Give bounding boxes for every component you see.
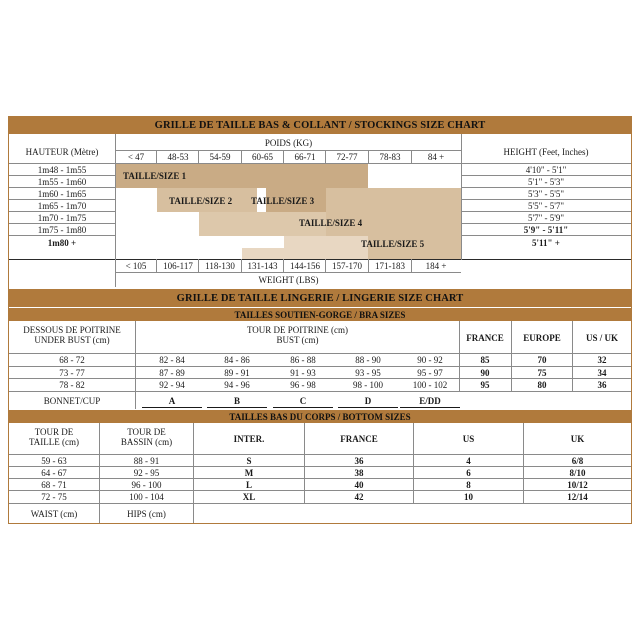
- lbs-col: 184 +: [425, 261, 447, 271]
- kg-col: 54-59: [209, 152, 231, 162]
- col-france: FRANCE: [340, 434, 378, 444]
- bust-cell: 87 - 89: [159, 368, 185, 378]
- bust-label-en: BUST (cm): [276, 335, 319, 345]
- height-ft-row: 5'1" - 5'3": [527, 177, 565, 187]
- france-size-cell: 40: [354, 480, 364, 490]
- us-cell: 34: [597, 368, 607, 378]
- height-m-row: 1m55 - 1m60: [37, 177, 87, 187]
- height-m-row: 1m70 - 1m75: [37, 213, 87, 223]
- lbs-col: < 105: [125, 261, 147, 271]
- us-size-cell: 4: [466, 456, 471, 466]
- waist-foot: WAIST (cm): [30, 508, 78, 519]
- poids-label: POIDS (KG): [264, 138, 313, 148]
- size-chart: [8, 116, 632, 524]
- us-cell: 36: [597, 380, 607, 390]
- size-5-label: TAILLE/SIZE 5: [361, 239, 425, 249]
- underbust-label-fr: DESSOUS DE POITRINE: [23, 325, 121, 335]
- lbs-col: 157-170: [332, 261, 362, 271]
- bust-cell: 94 - 96: [224, 380, 250, 390]
- europe-cell: 80: [537, 380, 547, 390]
- hips-cell: 100 - 104: [129, 492, 164, 502]
- uk-size-cell: 12/14: [567, 492, 588, 502]
- waist-head: [9, 427, 99, 455]
- france-size-cell: 36: [354, 456, 364, 466]
- kg-col: 84 +: [427, 152, 445, 162]
- size-zone-4-fill: [326, 188, 461, 236]
- waist-cell: 72 - 75: [41, 492, 67, 502]
- lbs-col: 171-183: [375, 261, 405, 271]
- bust-cell: 93 - 95: [355, 368, 381, 378]
- cup-label: BONNET/CUP: [43, 395, 101, 406]
- uk-size-cell: 10/12: [567, 480, 588, 490]
- hips-cell: 88 - 91: [133, 456, 160, 466]
- underbust-row: 68 - 72: [59, 355, 85, 365]
- us-size-cell: 10: [464, 492, 473, 502]
- lbs-col: 106-117: [163, 261, 193, 271]
- cup-cell: E/DD: [419, 395, 441, 406]
- height-m-row: 1m75 - 1m80: [37, 225, 87, 235]
- col-france: FRANCE: [466, 333, 504, 343]
- lingerie-title: GRILLE DE TAILLE LINGERIE / LINGERIE SIZE CHART: [9, 289, 631, 307]
- height-m-row: 1m65 - 1m70: [37, 201, 87, 211]
- size-2-label: TAILLE/SIZE 2: [169, 196, 233, 206]
- bust-cell: 98 - 100: [353, 380, 383, 390]
- bust-cell: 82 - 84: [159, 355, 185, 365]
- height-ft-row: 5'3" - 5'5": [527, 189, 565, 199]
- bottom-title: TAILLES BAS DU CORPS / BOTTOM SIZES: [9, 410, 631, 423]
- waist-head-line1: TOUR DE: [34, 427, 74, 437]
- cup-cell: A: [168, 395, 176, 406]
- bust-cell: 95 - 97: [417, 368, 443, 378]
- bust-cell: 96 - 98: [290, 380, 316, 390]
- height-ft-row: 5'7" - 5'9": [527, 213, 565, 223]
- waist-head-line2: TAILLE (cm): [28, 437, 79, 447]
- europe-cell: 70: [537, 355, 547, 365]
- height-m-row: 1m80 +: [47, 237, 77, 248]
- col-europe: EUROPE: [523, 333, 561, 343]
- size-4-label: TAILLE/SIZE 4: [299, 218, 363, 228]
- stockings-title: GRILLE DE TAILLE BAS & COLLANT / STOCKINGS SIZE CHART: [9, 117, 631, 134]
- size-zone-4b-fill: [284, 236, 368, 248]
- height-ft-row: 5'5" - 5'7": [527, 201, 565, 211]
- height-ft-row: 5'11" +: [532, 237, 560, 248]
- col-uk: UK: [570, 434, 585, 444]
- europe-cell: 75: [537, 368, 547, 378]
- hips-head: [100, 427, 193, 455]
- underbust-label: [9, 325, 135, 353]
- us-cell: 32: [597, 355, 607, 365]
- size-zone-5b-fill: [242, 248, 368, 259]
- bust-cell: 90 - 92: [417, 355, 443, 365]
- size-1-label: TAILLE/SIZE 1: [123, 171, 187, 181]
- france-size-cell: 38: [354, 468, 364, 478]
- kg-col: 48-53: [167, 152, 189, 162]
- height-m-row: 1m48 - 1m55: [37, 165, 87, 175]
- bust-cell: 86 - 88: [290, 355, 316, 365]
- weight-label: WEIGHT (LBS): [258, 275, 319, 285]
- france-size-cell: 42: [354, 492, 364, 502]
- uk-size-cell: 8/10: [569, 468, 586, 478]
- inter-cell: L: [245, 480, 252, 490]
- height-m-row: 1m60 - 1m65: [37, 189, 87, 199]
- underbust-label-en: UNDER BUST (cm): [34, 335, 110, 345]
- inter-cell: XL: [242, 492, 256, 502]
- us-size-cell: 8: [466, 480, 471, 490]
- france-cell: 95: [480, 380, 490, 390]
- col-us: US: [462, 434, 475, 444]
- cup-cell: C: [299, 395, 307, 406]
- cup-cell: B: [233, 395, 240, 406]
- lbs-col: 131-143: [247, 261, 278, 271]
- hauteur-label: HAUTEUR (Mètre): [25, 147, 99, 157]
- uk-size-cell: 6/8: [571, 456, 584, 466]
- hips-foot: HIPS (cm): [127, 508, 166, 519]
- bust-cell: 100 - 102: [412, 380, 448, 390]
- height-ft-row: 5'9" - 5'11": [523, 225, 569, 235]
- bra-title: TAILLES SOUTIEN-GORGE / BRA SIZES: [9, 308, 631, 321]
- lbs-col: 144-156: [290, 261, 320, 271]
- kg-col: 60-65: [252, 152, 273, 162]
- hips-head-line2: BASSIN (cm): [120, 437, 173, 447]
- bust-cell: 88 - 90: [355, 355, 381, 365]
- waist-cell: 64 - 67: [41, 468, 67, 478]
- france-cell: 90: [480, 368, 490, 378]
- bust-cell: 91 - 93: [290, 368, 316, 378]
- underbust-row: 73 - 77: [59, 368, 85, 378]
- hips-head-line1: TOUR DE: [127, 427, 166, 437]
- hips-cell: 96 - 100: [131, 480, 162, 490]
- bust-cell: 89 - 91: [224, 368, 250, 378]
- height-ft-row: 4'10" - 5'1": [525, 165, 567, 175]
- kg-col: < 47: [127, 152, 145, 162]
- cup-cell: D: [364, 395, 372, 406]
- underbust-row: 78 - 82: [59, 380, 85, 390]
- bust-label: [136, 325, 459, 353]
- inter-cell: S: [246, 456, 252, 466]
- col-us-uk: US / UK: [585, 333, 618, 343]
- inter-cell: M: [244, 468, 254, 478]
- height-label: HEIGHT (Feet, Inches): [503, 147, 589, 157]
- waist-cell: 59 - 63: [41, 456, 67, 466]
- kg-col: 78-83: [379, 152, 401, 162]
- bust-cell: 92 - 94: [159, 380, 185, 390]
- us-size-cell: 6: [466, 468, 471, 478]
- lbs-col: 118-130: [205, 261, 235, 271]
- waist-cell: 68 - 71: [41, 480, 67, 490]
- bust-cell: 84 - 86: [224, 355, 250, 365]
- kg-col: 66-71: [294, 152, 316, 162]
- bust-label-fr: TOUR DE POITRINE (cm): [246, 325, 349, 335]
- kg-col: 72-77: [336, 152, 358, 162]
- size-3-label: TAILLE/SIZE 3: [251, 196, 315, 206]
- hips-cell: 92 - 95: [133, 468, 160, 478]
- france-cell: 85: [480, 355, 490, 365]
- col-inter: INTER.: [233, 434, 265, 444]
